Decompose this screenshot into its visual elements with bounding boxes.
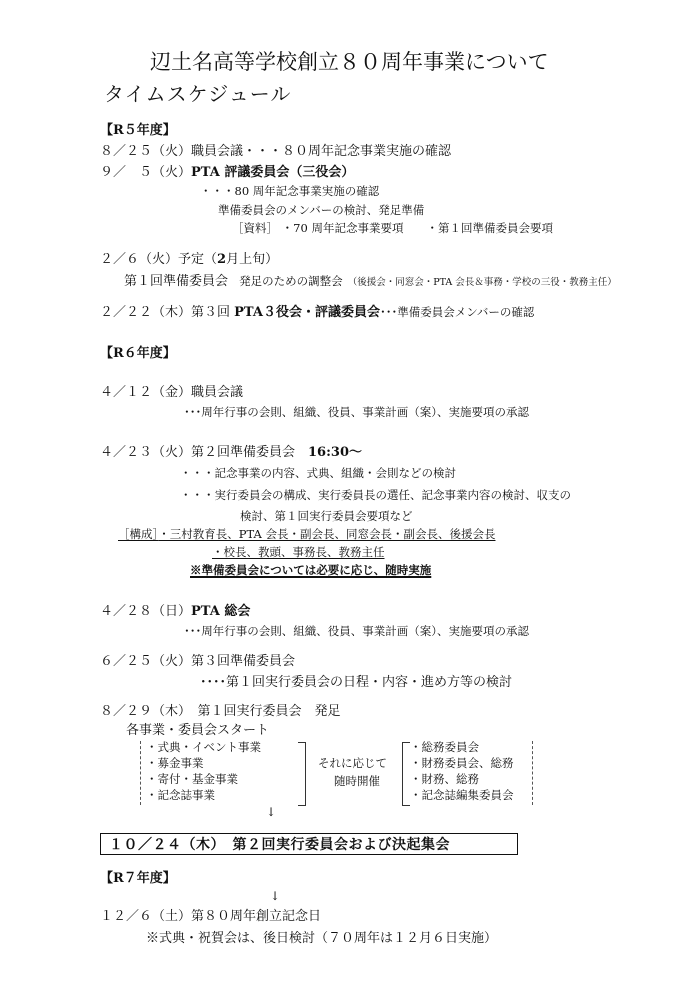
r7-line-1: １２／６（土）第８０周年創立記念日 [100,909,322,924]
r6-line-13: ････第１回実行委員会の日程・内容・進め方等の検討 [200,675,513,690]
r7-line-2: ※式典・祝賀会は、後日検討（７０周年は１２月６日実施） [146,931,498,946]
r5-line-5 [232,223,553,235]
r5-line-6-b: 2 [217,252,227,267]
middle-text-1: それに応じて [318,756,387,770]
year-header-r6: 【R６年度】 [100,346,176,361]
r6-line-1: ４／１２（金）職員会議 [100,385,244,400]
year-header-r5: 【R５年度】 [100,123,176,138]
r6-line-10-b: PTA 総会 [191,604,251,619]
middle-text-2: 随時開催 [334,774,380,788]
right-item-3: ・財務、総務 [410,772,479,786]
r6-line-3-a: ４／２３（火）第２回準備委員会 [100,445,309,460]
r6-line-8: ・校長、教頭、事務長、教務主任 [212,545,385,559]
right-item-1: ・総務委員会 [410,740,479,754]
r6-line-10-a: ４／２８（日） [100,604,192,619]
r6-line-10 [100,605,250,618]
r5-line-7-b: 発足のための調整会 [239,274,343,288]
r5-line-3: ・・・80 周年記念事業実施の確認 [200,184,380,198]
r5-line-7 [124,272,617,288]
r5-line-7-a: 第１回準備委員会 [124,274,229,289]
r5-materials-tag: ［資料］ [232,221,278,235]
r5-line-2-date: ９／ ５（火） [100,165,192,180]
r6-line-7 [118,529,496,541]
r6-line-3-b: 16:30～ [308,445,362,460]
left-bracket [298,742,306,806]
r5-materials-list: ・70 周年記念事業要項 ・第１回準備委員会要項 [281,221,553,235]
left-item-3: ・寄付・基金事業 [146,772,238,786]
r5-line-1: ８／２５（火）職員会議・・・８０周年記念事業実施の確認 [100,144,452,159]
left-item-2: ・募金事業 [146,756,204,770]
r6-composition-tag: ［構成］ [118,527,159,541]
left-item-4: ・記念誌事業 [146,788,215,802]
r5-line-7-c: （後援会・同窓会・PTA 会長＆事務・学校の三役・教務主任） [347,277,617,288]
left-list-dashed-border [140,741,141,805]
r5-line-8-a: ２／２２（木）第３回 [100,305,235,320]
r5-line-8 [100,306,534,319]
r6-line-9: ※準備委員会については必要に応じ、随時実施 [190,563,432,577]
r5-line-2 [100,166,354,179]
r5-line-8-c: ･･･準備委員会メンバーの確認 [379,305,535,319]
r6-line-4: ・・・記念事業の内容、式典、組織・会則などの検討 [180,466,456,480]
r5-line-6-a: ２／６（火）予定（ [100,252,218,267]
right-item-4: ・記念誌編集委員会 [410,788,514,802]
year-header-r7: 【R７年度】 [100,871,176,886]
page-title: 辺土名高等学校創立８０周年事業について [150,50,549,74]
r6-composition-list: ・三村教育長、PTA 会長・副会長、同窓会長・副会長、後援会長 [158,527,496,541]
right-bracket [402,742,410,806]
r6-line-2: ･･･周年行事の会則、組織、役員、事業計画（案）、実施要項の承認 [184,405,529,419]
down-arrow-icon-2: ↓ [270,889,281,903]
r5-line-6-c: 月上旬） [226,252,279,267]
r5-line-6 [100,253,278,266]
r6-line-6: 検討、第１回実行委員会要項など [240,509,413,523]
right-item-2: ・財務委員会、総務 [410,756,514,770]
r6-line-3 [100,446,362,459]
left-item-1: ・式典・イベント事業 [146,740,261,754]
right-list-dashed-border [532,741,533,805]
r6-line-5: ・・・実行委員会の構成、実行委員長の選任、記念事業内容の検討、収支の [180,488,571,502]
r6-line-12: ６／２５（火）第３回準備委員会 [100,654,296,669]
r5-line-8-b: PTA３役会・評議委員会 [234,305,380,320]
r5-line-2-event: PTA 評議委員会（三役会） [191,165,355,180]
key-event-banner: １０／２４（木） 第２回実行委員会および決起集会 [100,833,518,855]
r6-line-11: ･･･周年行事の会則、組織、役員、事業計画（案）、実施要項の承認 [184,624,529,638]
down-arrow-icon: ↓ [266,805,277,819]
r5-line-4: 準備委員会のメンバーの検討、発足準備 [218,203,425,217]
r6-line-15: 各事業・委員会スタート [126,723,270,738]
r6-line-14: ８／２９（木） 第１回実行委員会 発足 [100,704,341,719]
page-subtitle: タイムスケジュール [104,82,292,106]
